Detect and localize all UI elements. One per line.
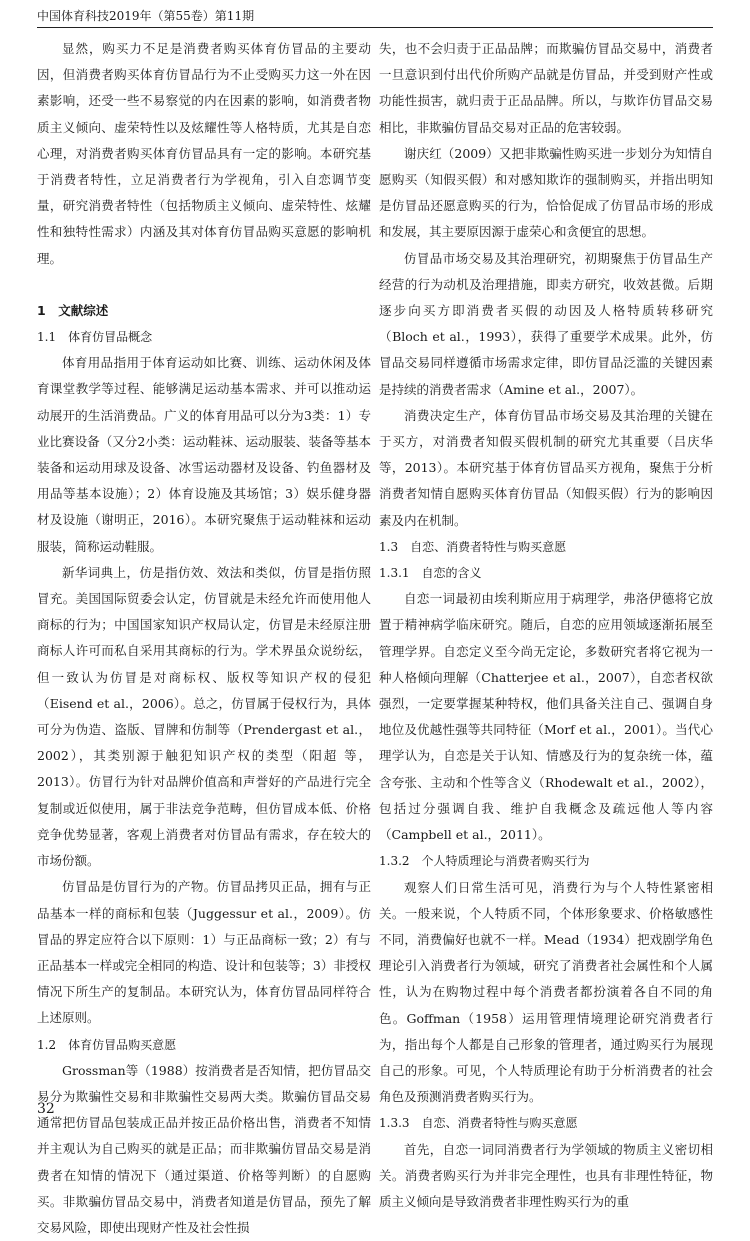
paragraph-1-2-a-continued: 失，也不会归责于正品品牌；而欺骗仿冒品交易中，消费者一旦意识到付出代价所购产品就是仿冒品，并受到财产性或功能性损害，就归责于正品品牌。所以，与欺诈仿冒品交易相比，非欺骗仿冒品交易对正品的危害较弱。 [379, 41, 713, 135]
paragraph-1-3-2: 观察人们日常生活可见，消费行为与个人特性紧密相关。一般来说，个人特质不同，个体形象要求、价格敏感性不同，消费偏好也就不一样。Mead（1934）把戏剧学角色理论引入消费者行为领域，研究了消费者社会属性和个人属性，认为在购物过程中每个消费者都扮演着各自不同的角色。Goffman（1958）运用管理情境理论研究消费者行为，指出每个人都是自己形象的管理者，通过购买行为展现自己的形象。可见，个人特质理论有助于分析消费者的社会角色及预测消费者购买行为。 [379, 879, 713, 1105]
paragraph-1-2-b: 谢庆红（2009）又把非欺骗性购买进一步划分为知情自愿购买（知假买假）和对感知欺诈的强制购买，并指出明知是仿冒品还愿意购买的行为，恰恰促成了仿冒品市场的形成和发展，其主要原因源于虚荣心和贪便宜的思想。 [379, 145, 713, 240]
paragraph-1-1-a: 体育用品指用于体育运动如比赛、训练、运动休闲及体育课堂教学等过程、能够满足运动基本需求、并可以推动运动展开的生活消费品。广义的体育用品可以分为3类：1）专业比赛设备（又分2小类：运动鞋袜、运动服装、装备等基本装备和运动用球及设备、冰雪运动器材及设备、钓鱼器材及用品等基本设施）；2）体育设施及其场馆；3）娱乐健身器材及设施（谢明正，2016）。本研究聚焦于运动鞋袜和运动服装，简称运动鞋服。 [37, 355, 371, 554]
intro-paragraph: 显然，购买力不足是消费者购买体育仿冒品的主要动因，但消费者购买体育仿冒品行为不止受购买力这一外在因素影响，还受一些不易察觉的内在因素的影响，如消费者物质主义倾向、虚荣特性以及炫耀性等人格特质，尤其是自恋心理，对消费者购买体育仿冒品具有一定的影响。本研究基于消费者特性，立足消费者行为学视角，引入自恋调节变量，研究消费者特性（包括物质主义倾向、虚荣特性、炫耀性和独特性需求）内涵及其对体育仿冒品购买意愿的影响机理。 [37, 41, 371, 266]
paragraph-1-1-b: 新华词典上，仿是指仿效、效法和类似，仿冒是指仿照冒充。美国国际贸委会认定，仿冒就是未经允许而使用他人商标的行为；中国国家知识产权局认定，仿冒是未经原注册商标人许可而私自采用其商标的行为。学术界虽众说纷纭，但一致认为仿冒是对商标权、版权等知识产权的侵犯（Eisend et al.，2006）。总之，仿冒属于侵权行为，具体可分为伪造、盗版、冒牌和仿制等（Prendergast et al.，2002），其类别源于触犯知识产权的类型（阳超 等，2013）。仿冒行为针对品牌价值高和声誉好的产品进行完全复制或近似使用，属于非法竞争范畴，但仿冒成本低、价格竞争优势显著，客观上消费者对仿冒品有需求，存在较大的市场份额。 [37, 564, 371, 869]
subsection-heading-1-1: 1.1 体育仿冒品概念 [37, 330, 153, 345]
paragraph-1-3-3: 首先，自恋一词同消费者行为学领域的物质主义密切相关。消费者购买行为并非完全理性，也具有非理性特征，物质主义倾向是导致消费者非理性购买行为的重 [379, 1141, 713, 1209]
subsubsection-heading-1-3-1: 1.3.1 自恋的含义 [379, 566, 482, 581]
right-column [379, 36, 713, 1215]
section-heading-1: 1 文献综述 [37, 302, 109, 318]
running-header [37, 8, 713, 28]
paragraph-1-2-d: 消费决定生产，体育仿冒品市场交易及其治理的关键在于买方，对消费者知假买假机制的研究尤其重要（吕庆华 等，2013）。本研究基于体育仿冒品买方视角，聚焦于分析消费者知情自愿购买体育仿冒品（知假买假）行为的影响因素及内在机制。 [379, 407, 713, 528]
paragraph-1-1-c: 仿冒品是仿冒行为的产物。仿冒品拷贝正品，拥有与正品基本一样的商标和包装（Juggessur et al.，2009）。仿冒品的界定应符合以下原则：1）与正品商标一致；2）有与正品基本一样或完全相同的构造、设计和包装等；3）非授权情况下所生产的复制品。本研究认为，体育仿冒品同样符合上述原则。 [37, 879, 371, 1026]
subsection-heading-1-2: 1.2 体育仿冒品购买意愿 [37, 1037, 177, 1052]
paragraph-1-3-1: 自恋一词最初由埃利斯应用于病理学，弗洛伊德将它放置于精神病学临床研究。随后，自恋的应用领域逐渐拓展至管理学界。自恋定义至今尚无定论，多数研究者将它视为一种人格倾向理解（Chatterjee et al.，2007），自恋者权欲强烈，一定要掌握某种特权，他们具备关注自己、强调自身地位及优越性强等共同特征（Morf et al.，2001）。当代心理学认为，自恋是关于认知、情感及行为的复杂统一体，蕴含夸张、主动和个性等含义（Rhodewalt et al.，2002），包括过分强调自我、维护自我概念及疏远他人等内容（Campbell et al.，2011）。 [379, 591, 713, 843]
section-gap [37, 272, 371, 298]
paragraph-1-2-a: Grossman等（1988）按消费者是否知情，把仿冒品交易分为欺骗性交易和非欺骗性交易两大类。欺骗仿冒品交易通常把仿冒品包装成正品并按正品价格出售，消费者不知情并主观认为自己购买的就是正品；而非欺骗仿冒品交易是消费者在知情的情况下（通过渠道、价格等判断）的自愿购买。非欺骗仿冒品交易中，消费者知道是仿冒品，预先了解交易风险，即使出现财产性及社会性损 [37, 1062, 371, 1235]
subsection-heading-1-3: 1.3 自恋、消费者特性与购买意愿 [379, 539, 567, 554]
left-column [37, 36, 371, 1241]
page-number: 32 [37, 1101, 55, 1117]
subsubsection-heading-1-3-3: 1.3.3 自恋、消费者特性与购买意愿 [379, 1116, 578, 1131]
subsubsection-heading-1-3-2: 1.3.2 个人特质理论与消费者购买行为 [379, 854, 590, 869]
journal-running-title: 中国体育科技2019年（第55卷）第11期 [37, 9, 255, 23]
paragraph-1-2-c: 仿冒品市场交易及其治理研究，初期聚焦于仿冒品生产经营的行为动机及治理措施，即卖方研究，收效甚微。后期逐步向买方即消费者买假的动因及人格特质转移研究（Bloch et al.，1993），获得了重要学术成果。此外，仿冒品交易同样遵循市场需求定律，即仿冒品泛滥的关键因素是持续的消费者需求（Amine et al.，2007）。 [379, 250, 713, 397]
